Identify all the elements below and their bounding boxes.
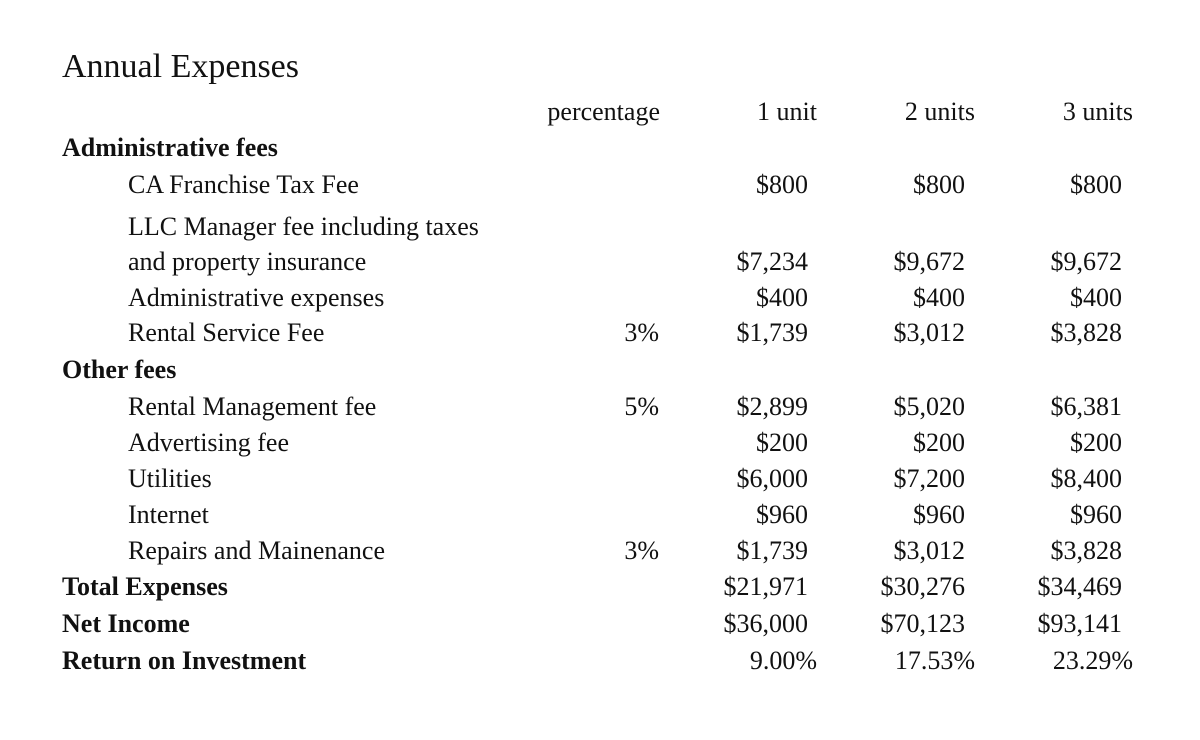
row-label: Rental Service Fee bbox=[128, 318, 325, 347]
value-1-unit: $1,739 bbox=[736, 318, 808, 347]
value-3-units: $3,828 bbox=[1050, 318, 1122, 347]
value-percentage: 3% bbox=[624, 536, 659, 565]
row-label: Repairs and Mainenance bbox=[128, 536, 386, 565]
value-1-unit: $800 bbox=[756, 170, 808, 199]
value-2-units: $800 bbox=[913, 170, 965, 199]
value-3-units: $3,828 bbox=[1050, 536, 1122, 565]
value-3-units: $8,400 bbox=[1050, 464, 1122, 493]
row-label-line-2: and property insurance bbox=[128, 247, 367, 276]
header-1-unit: 1 unit bbox=[757, 97, 817, 126]
row-label-line-1: LLC Manager fee including taxes bbox=[128, 212, 479, 241]
page-title: Annual Expenses bbox=[62, 48, 300, 85]
value-1-unit: $36,000 bbox=[723, 609, 808, 638]
value-1-unit: $21,971 bbox=[723, 572, 808, 601]
value-3-units: $93,141 bbox=[1037, 609, 1122, 638]
value-3-units: $6,381 bbox=[1050, 392, 1122, 421]
header-3-units: 3 units bbox=[1062, 97, 1133, 126]
section-other-fees: Other fees bbox=[62, 355, 177, 384]
row-label: Internet bbox=[128, 500, 209, 529]
section-administrative-fees: Administrative fees bbox=[62, 133, 278, 162]
value-2-units: $7,200 bbox=[893, 464, 965, 493]
value-1-unit: $200 bbox=[756, 428, 808, 457]
value-2-units: $9,672 bbox=[893, 247, 965, 276]
value-2-units: $960 bbox=[913, 500, 965, 529]
value-3-units: $400 bbox=[1070, 283, 1122, 312]
value-1-unit: $6,000 bbox=[736, 464, 808, 493]
header-percentage: percentage bbox=[547, 97, 660, 126]
value-1-unit: $400 bbox=[756, 283, 808, 312]
return-on-investment-label: Return on Investment bbox=[62, 646, 307, 675]
value-2-units: $3,012 bbox=[893, 536, 965, 565]
value-3-units: $34,469 bbox=[1037, 572, 1122, 601]
value-1-unit: $7,234 bbox=[736, 247, 808, 276]
value-3-units: $9,672 bbox=[1050, 247, 1122, 276]
value-1-unit: $960 bbox=[756, 500, 808, 529]
total-expenses-label: Total Expenses bbox=[62, 572, 228, 601]
value-3-units: $960 bbox=[1070, 500, 1122, 529]
value-percentage: 3% bbox=[624, 318, 659, 347]
value-2-units: $400 bbox=[913, 283, 965, 312]
value-2-units: $5,020 bbox=[893, 392, 965, 421]
value-3-units: $800 bbox=[1070, 170, 1122, 199]
net-income-label: Net Income bbox=[62, 609, 190, 638]
value-2-units: $3,012 bbox=[893, 318, 965, 347]
value-2-units: $70,123 bbox=[880, 609, 965, 638]
row-label: Rental Management fee bbox=[128, 392, 377, 421]
value-1-unit: 9.00% bbox=[749, 646, 817, 675]
header-2-units: 2 units bbox=[904, 97, 975, 126]
row-label: CA Franchise Tax Fee bbox=[128, 170, 359, 199]
row-label: Utilities bbox=[128, 464, 212, 493]
value-1-unit: $2,899 bbox=[736, 392, 808, 421]
value-2-units: $30,276 bbox=[880, 572, 965, 601]
row-label: Administrative expenses bbox=[128, 283, 385, 312]
value-3-units: 23.29% bbox=[1052, 646, 1133, 675]
value-percentage: 5% bbox=[624, 392, 659, 421]
row-label: Advertising fee bbox=[128, 428, 290, 457]
value-1-unit: $1,739 bbox=[736, 536, 808, 565]
value-2-units: $200 bbox=[913, 428, 965, 457]
value-3-units: $200 bbox=[1070, 428, 1122, 457]
value-2-units: 17.53% bbox=[894, 646, 975, 675]
